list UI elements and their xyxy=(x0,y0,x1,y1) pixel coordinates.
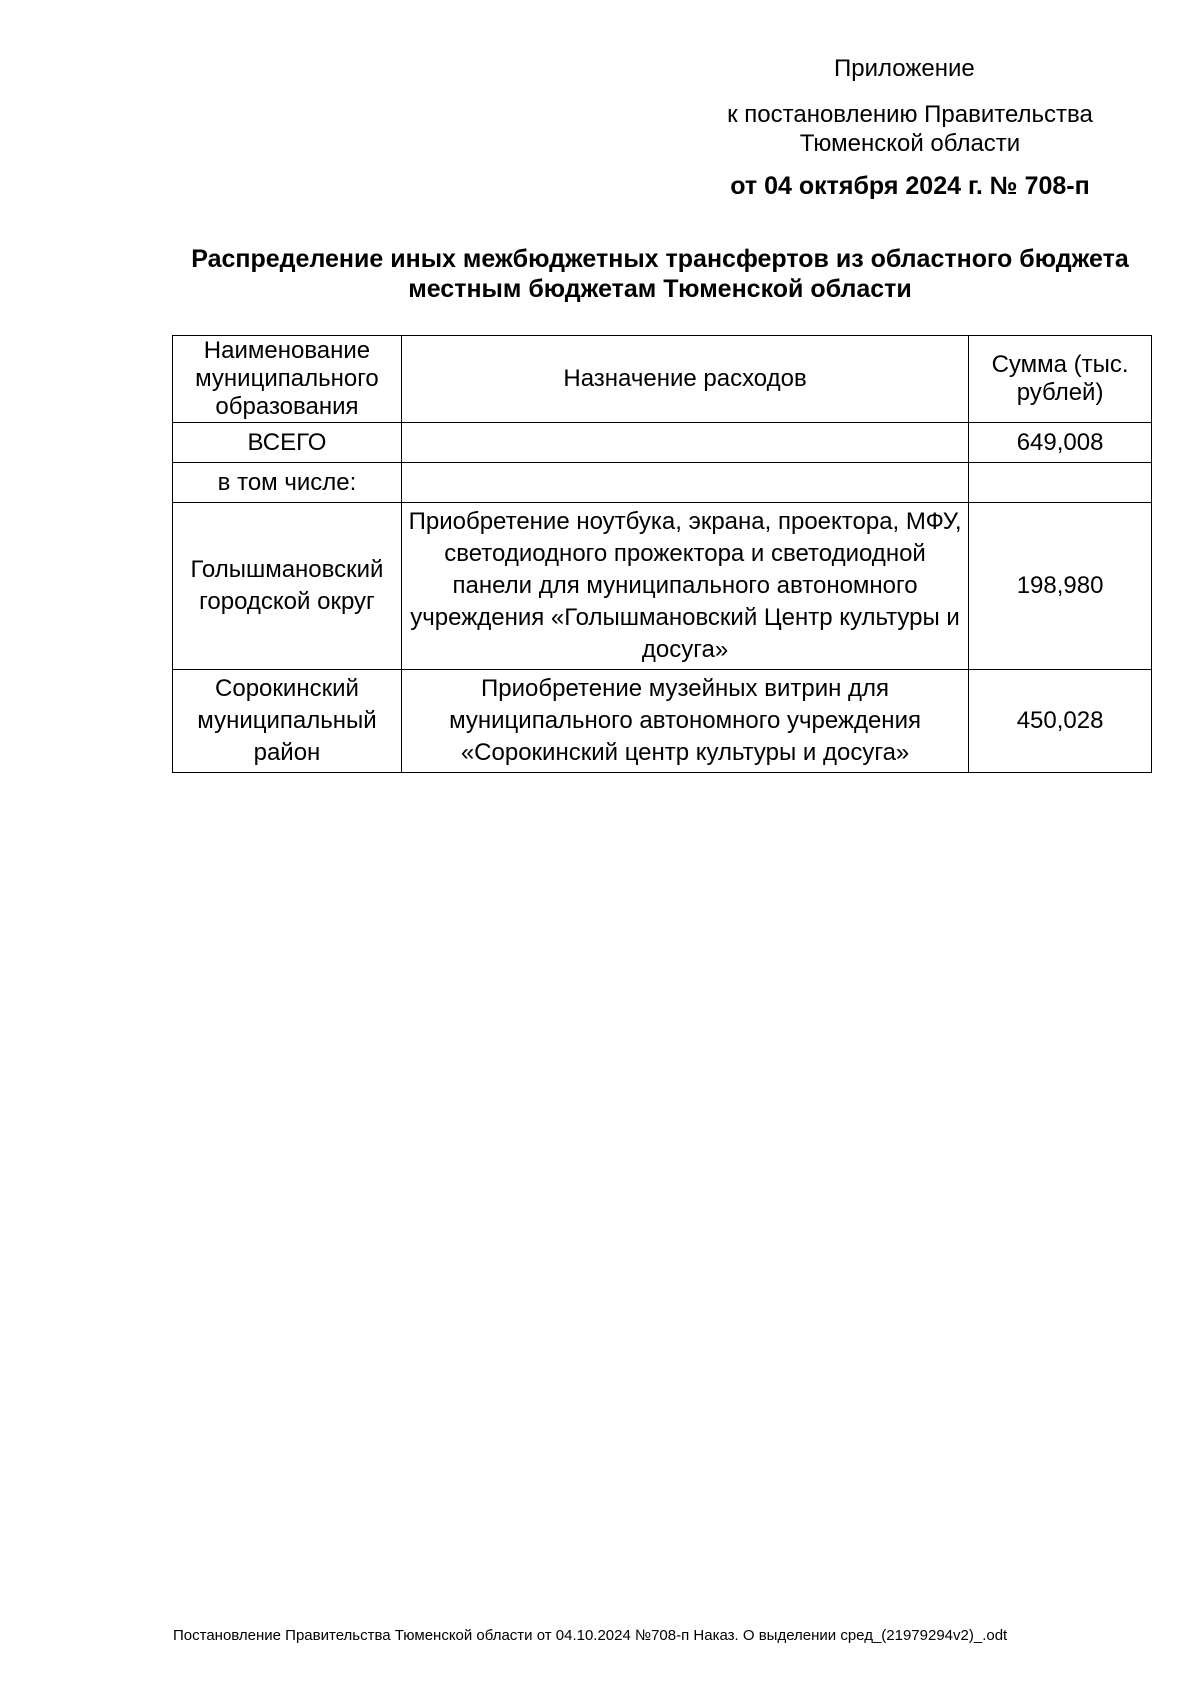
row-purpose: Приобретение музейных витрин для муниципального автономного учреждения «Сорокинский центр культуры и досуга» xyxy=(401,670,968,773)
row-municipality: Голышмановский городской округ xyxy=(173,503,402,670)
including-empty-purpose xyxy=(401,463,968,503)
header-amount: Сумма (тыс. рублей) xyxy=(969,336,1152,423)
row-municipality: Сорокинский муниципальный район xyxy=(173,670,402,773)
including-empty-amount xyxy=(969,463,1152,503)
annex-date: от 04 октября 2024 г. № 708-п xyxy=(730,172,1090,200)
document-footer: Постановление Правительства Тюменской области от 04.10.2024 №708-п Наказ. О выделении сред_(21979294v2)_.odt xyxy=(173,1627,1008,1644)
transfers-table xyxy=(172,335,1152,773)
header-municipality: Наименование муниципального образования xyxy=(173,336,402,423)
total-purpose xyxy=(401,423,968,463)
table-header-row xyxy=(173,336,1152,423)
annex-reference: к постановлению Правительства Тюменской области xyxy=(727,101,1093,157)
total-amount: 649,008 xyxy=(969,423,1152,463)
total-row xyxy=(173,423,1152,463)
including-label: в том числе: xyxy=(173,463,402,503)
table-row xyxy=(173,670,1152,773)
row-purpose: Приобретение ноутбука, экрана, проектора, МФУ, светодиодного прожектора и светодиодной панели для муниципального автономного учреждения «Голышмановский Центр культуры и досуга» xyxy=(401,503,968,670)
row-amount: 450,028 xyxy=(969,670,1152,773)
document-title: Распределение иных межбюджетных трансфертов из областного бюджета местным бюджетам Тюменской области xyxy=(191,245,1129,303)
row-amount: 198,980 xyxy=(969,503,1152,670)
table-row xyxy=(173,503,1152,670)
annex-title-text: Приложение xyxy=(834,55,975,82)
header-purpose: Назначение расходов xyxy=(401,336,968,423)
total-label: ВСЕГО xyxy=(173,423,402,463)
including-row xyxy=(173,463,1152,503)
